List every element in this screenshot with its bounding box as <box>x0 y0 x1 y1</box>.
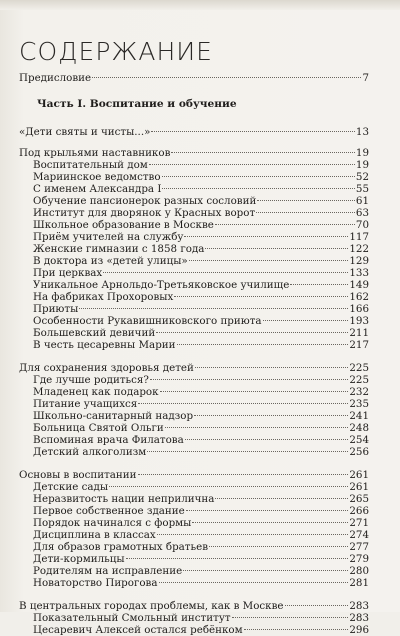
toc-entry-label: Где лучше родиться? <box>33 374 149 386</box>
toc-entry-label: Большевский девичий <box>33 327 156 339</box>
toc-subentry <box>19 171 369 183</box>
toc-entry-label: Детский алкоголизм <box>33 446 147 458</box>
dot-leader <box>160 391 349 392</box>
toc-entry-label: С именем Александра I <box>33 183 162 195</box>
toc-entry-page: 133 <box>349 267 369 279</box>
toc-subentry <box>19 374 369 386</box>
toc-entry-page: 296 <box>349 624 369 636</box>
toc-entry-page: 122 <box>349 243 369 255</box>
toc-entry-page: 281 <box>349 577 369 589</box>
toc-entry-label: В честь цесаревны Марии <box>33 339 176 351</box>
toc-entry-label: Родителям на исправление <box>33 565 183 577</box>
dot-leader <box>186 510 349 511</box>
toc-entry-label: В центральных городах проблемы, как в Москве <box>19 600 284 612</box>
toc-subentry <box>19 231 369 243</box>
toc-subentry <box>19 529 369 541</box>
dot-leader <box>126 558 349 559</box>
toc-entry-preface <box>19 72 369 84</box>
toc-subentry <box>19 291 369 303</box>
toc-entry-label: В доктора из «детей улицы» <box>33 255 188 267</box>
toc-subentry <box>19 481 369 493</box>
toc-subentry <box>19 339 369 351</box>
toc-entry-label: Для сохранения здоровья детей <box>19 362 194 374</box>
dot-leader <box>150 379 348 380</box>
dot-leader <box>285 605 349 606</box>
toc-subentry <box>19 565 369 577</box>
dot-leader <box>147 451 348 452</box>
toc-entry-page: 261 <box>349 481 369 493</box>
section-gap <box>19 458 369 469</box>
toc-subentry <box>19 422 369 434</box>
dot-leader <box>232 617 349 618</box>
toc-subentry <box>19 553 369 565</box>
toc-entry-label: Институт для дворянок у Красных ворот <box>33 207 256 219</box>
toc-entry-label: Цесаревич Алексей остался ребёнком <box>33 624 243 636</box>
toc-subentry <box>19 541 369 553</box>
toc-subentry <box>19 410 369 422</box>
toc-entry-page: 61 <box>355 195 369 207</box>
toc-subentry <box>19 255 369 267</box>
toc-subentry <box>19 327 369 339</box>
table-of-contents <box>19 72 369 636</box>
dot-leader <box>165 427 349 428</box>
toc-entry-label: Вспоминая врача Филатова <box>33 434 184 446</box>
toc-entry-page: 283 <box>349 600 369 612</box>
toc-entry-label: Особенности Рукавишниковского приюта <box>33 315 262 327</box>
dot-leader <box>263 320 349 321</box>
toc-section-entry <box>19 362 369 374</box>
toc-entry-label: Младенец как подарок <box>33 386 159 398</box>
toc-entry-page: 248 <box>349 422 369 434</box>
toc-entry-label: Дети-кормильцы <box>33 553 125 565</box>
toc-subentry <box>19 624 369 636</box>
dot-leader <box>103 272 348 273</box>
toc-entry-label: Больница Святой Ольги <box>33 422 164 434</box>
dot-leader <box>151 131 354 132</box>
toc-entry-page: 266 <box>349 505 369 517</box>
toc-entry-label: Первое собственное здание <box>33 505 185 517</box>
toc-subentry <box>19 279 369 291</box>
dot-leader <box>79 308 348 309</box>
dot-leader <box>195 367 349 368</box>
toc-entry-page: 19 <box>355 147 369 159</box>
toc-entry-label: Неразвитость нации неприлична <box>33 493 215 505</box>
dot-leader <box>205 248 348 249</box>
toc-sections <box>19 126 369 636</box>
dot-leader <box>156 332 348 333</box>
toc-entry-label: Новаторство Пирогова <box>33 577 158 589</box>
toc-entry-label: Дисциплина в классах <box>33 529 156 541</box>
dot-leader <box>162 188 354 189</box>
toc-subentry <box>19 219 369 231</box>
toc-entry-page: 241 <box>349 410 369 422</box>
dot-leader <box>185 439 349 440</box>
dot-leader <box>189 260 349 261</box>
toc-subentry <box>19 315 369 327</box>
toc-entry-page: 283 <box>349 612 369 624</box>
section-gap <box>19 351 369 362</box>
toc-entry-page: 256 <box>349 446 369 458</box>
dot-leader <box>149 164 355 165</box>
toc-entry-label: Обучение пансионерок разных сословий <box>33 195 257 207</box>
toc-entry-page: 277 <box>349 541 369 553</box>
toc-entry-page: 162 <box>349 291 369 303</box>
toc-entry-label: Приюты <box>33 303 79 315</box>
dot-leader <box>138 403 348 404</box>
toc-entry-label: Школьно-санитарный надзор <box>33 410 194 422</box>
toc-entry-label: Женские гимназии с 1858 года <box>33 243 205 255</box>
toc-entry-page: 149 <box>349 279 369 291</box>
toc-entry-page: 166 <box>349 303 369 315</box>
toc-entry-label: «Дети святы и чисты...» <box>19 126 151 138</box>
toc-subentry <box>19 183 369 195</box>
toc-section-entry <box>19 126 369 138</box>
toc-entry-page: 7 <box>362 72 369 84</box>
dot-leader <box>162 176 355 177</box>
dot-leader <box>92 77 361 78</box>
toc-subentry <box>19 195 369 207</box>
toc-entry-page: 254 <box>349 434 369 446</box>
toc-entry-label: Основы в воспитании <box>19 469 137 481</box>
toc-subentry <box>19 517 369 529</box>
toc-subentry <box>19 493 369 505</box>
toc-entry-label: Детские сады <box>33 481 109 493</box>
toc-entry-page: 261 <box>349 469 369 481</box>
toc-entry-label: Для образов грамотных братьев <box>33 541 208 553</box>
toc-entry-page: 225 <box>349 374 369 386</box>
dot-leader <box>174 296 348 297</box>
toc-entry-page: 52 <box>355 171 369 183</box>
dot-leader <box>209 546 348 547</box>
toc-subentry <box>19 612 369 624</box>
toc-subentry <box>19 303 369 315</box>
dot-leader <box>244 629 349 630</box>
toc-entry-label: Под крыльями наставников <box>19 147 171 159</box>
dot-leader <box>109 486 348 487</box>
toc-subentry <box>19 505 369 517</box>
toc-subentry <box>19 398 369 410</box>
dot-leader <box>159 582 349 583</box>
toc-section-entry <box>19 469 369 481</box>
toc-subentry <box>19 446 369 458</box>
toc-entry-label: Порядок начинался с формы <box>33 517 192 529</box>
toc-subentry <box>19 267 369 279</box>
toc-entry-page: 217 <box>349 339 369 351</box>
dot-leader <box>138 474 349 475</box>
toc-subentry <box>19 434 369 446</box>
dot-leader <box>183 570 348 571</box>
section-gap <box>19 589 369 600</box>
toc-section-entry <box>19 147 369 159</box>
toc-entry-page: 19 <box>355 159 369 171</box>
toc-entry-page: 265 <box>349 493 369 505</box>
dot-leader <box>215 498 348 499</box>
toc-entry-label: Мариинское ведомство <box>33 171 161 183</box>
dot-leader <box>184 236 348 237</box>
toc-entry-label: Питание учащихся <box>33 398 138 410</box>
toc-entry-page: 274 <box>349 529 369 541</box>
toc-entry-label: Уникальное Арнольдо-Третьяковское училище <box>33 279 290 291</box>
toc-entry-page: 211 <box>349 327 369 339</box>
toc-entry-label: Воспитательный дом <box>33 159 148 171</box>
dot-leader <box>215 224 355 225</box>
toc-entry-page: 13 <box>355 126 369 138</box>
toc-entry-page: 232 <box>349 386 369 398</box>
toc-entry-page: 70 <box>355 219 369 231</box>
toc-entry-page: 271 <box>349 517 369 529</box>
toc-subentry <box>19 577 369 589</box>
toc-entry-label: Приём учителей на службу <box>33 231 184 243</box>
toc-section-entry <box>19 600 369 612</box>
toc-entry-label: Школьное образование в Москве <box>33 219 214 231</box>
dot-leader <box>256 212 355 213</box>
dot-leader <box>157 534 349 535</box>
toc-entry-page: 55 <box>355 183 369 195</box>
page-top-edge <box>0 0 400 10</box>
part-heading: Часть I. Воспитание и обучение <box>37 98 237 110</box>
dot-leader <box>290 284 348 285</box>
dot-leader <box>194 415 348 416</box>
toc-entry-page: 235 <box>349 398 369 410</box>
toc-subentry <box>19 243 369 255</box>
dot-leader <box>171 152 355 153</box>
toc-entry-label: При церквах <box>33 267 103 279</box>
dot-leader <box>192 522 348 523</box>
section-gap <box>19 138 369 147</box>
toc-entry-page: 193 <box>349 315 369 327</box>
toc-entry-page: 280 <box>349 565 369 577</box>
dot-leader <box>177 344 349 345</box>
dot-leader <box>257 200 355 201</box>
toc-entry-page: 63 <box>355 207 369 219</box>
toc-entry-page: 129 <box>349 255 369 267</box>
toc-entry-label: Предисловие <box>19 72 92 84</box>
toc-entry-page: 117 <box>349 231 369 243</box>
toc-entry-page: 279 <box>349 553 369 565</box>
page-title: СОДЕРЖАНИЕ <box>19 37 213 66</box>
toc-subentry <box>19 207 369 219</box>
toc-entry-label: На фабриках Прохоровых <box>33 291 174 303</box>
toc-entry-label: Показательный Смольный институт <box>33 612 231 624</box>
toc-subentry <box>19 159 369 171</box>
toc-subentry <box>19 386 369 398</box>
toc-entry-page: 225 <box>349 362 369 374</box>
